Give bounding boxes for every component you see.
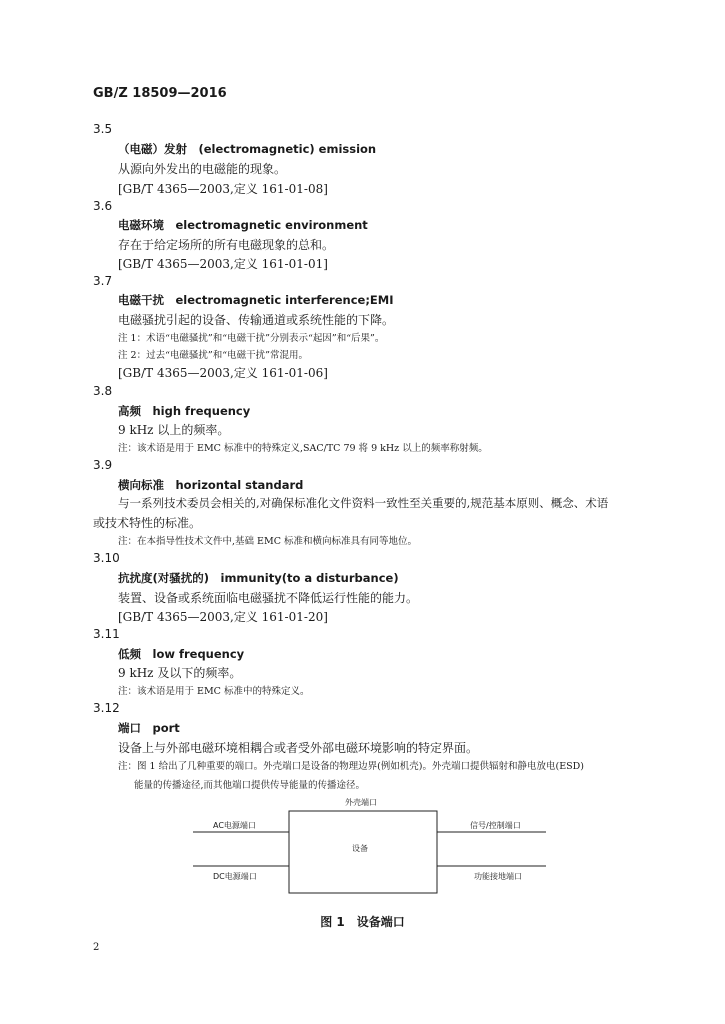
term-reference: [GB/T 4365—2003,定义 161-01-20]: [118, 610, 328, 624]
device-label: 设备: [352, 844, 368, 853]
clause-number: 3.11: [93, 627, 120, 641]
term-note: 注：在本指导性技术文件中,基础 EMC 标准和横向标准具有同等地位。: [118, 536, 417, 547]
clause-number: 3.8: [93, 384, 113, 398]
term-definition: 装置、设备或系统面临电磁骚扰不降低运行性能的能力。: [118, 591, 419, 605]
clause-number: 3.10: [93, 551, 120, 565]
clause-number: 3.9: [93, 458, 113, 472]
term-note: 注：图 1 给出了几种重要的端口。外壳端口是设备的物理边界(例如机壳)。外壳端口提供辐射和静电放电(ESD): [118, 761, 584, 772]
term-title: 电磁干扰 electromagnetic interference;EMI: [118, 293, 394, 307]
term-title: 抗扰度(对骚扰的) immunity(to a disturbance): [118, 571, 399, 585]
ac-port-label: AC电源端口: [213, 821, 256, 830]
clause-number: 3.7: [93, 274, 113, 288]
figure-caption: 图 1 设备端口: [320, 915, 405, 929]
earth-port-label: 功能接地端口: [474, 872, 522, 881]
term-title: 电磁环境 electromagnetic environment: [118, 218, 368, 232]
term-definition-continued: 或技术特性的标准。: [93, 516, 202, 530]
term-note: 注 2：过去“电磁骚扰”和“电磁干扰”常混用。: [118, 350, 308, 361]
term-reference: [GB/T 4365—2003,定义 161-01-01]: [118, 257, 328, 271]
term-definition: 与一系列技术委员会相关的,对确保标准化文件资料一致性至关重要的,规范基本原则、概念、术语: [118, 496, 609, 510]
term-title: 横向标准 horizontal standard: [118, 478, 304, 492]
clause-number: 3.12: [93, 701, 120, 715]
document-id: GB/Z 18509—2016: [93, 86, 227, 101]
term-definition: 9 kHz 及以下的频率。: [118, 666, 242, 680]
signal-port-label: 信号/控制端口: [470, 821, 521, 830]
enclosure-port-label: 外壳端口: [345, 798, 377, 807]
term-note: 注：该术语是用于 EMC 标准中的特殊定义。: [118, 686, 310, 697]
term-note: 注：该术语是用于 EMC 标准中的特殊定义,SAC/TC 79 将 9 kHz 以上的频率称射频。: [118, 443, 488, 454]
clause-number: 3.6: [93, 199, 113, 213]
term-definition: 设备上与外部电磁环境相耦合或者受外部电磁环境影响的特定界面。: [118, 741, 479, 755]
term-title: 低频 low frequency: [118, 647, 245, 661]
term-title: 端口 port: [118, 721, 180, 735]
term-reference: [GB/T 4365—2003,定义 161-01-08]: [118, 182, 328, 196]
term-definition: 电磁骚扰引起的设备、传输通道或系统性能的下降。: [118, 313, 395, 327]
page-number: 2: [93, 942, 100, 953]
term-definition: 9 kHz 以上的频率。: [118, 423, 230, 437]
term-title: 高频 high frequency: [118, 404, 251, 418]
term-reference: [GB/T 4365—2003,定义 161-01-06]: [118, 366, 328, 380]
term-definition: 存在于给定场所的所有电磁现象的总和。: [118, 238, 335, 252]
dc-port-label: DC电源端口: [213, 872, 257, 881]
term-definition: 从源向外发出的电磁能的现象。: [118, 162, 287, 176]
term-title: （电磁）发射 (electromagnetic) emission: [118, 142, 377, 156]
term-note: 注 1：术语“电磁骚扰”和“电磁干扰”分别表示“起因”和“后果”。: [118, 333, 385, 344]
term-note-continued: 能量的传播途径,而其他端口提供传导能量的传播途径。: [134, 780, 366, 791]
clause-number: 3.5: [93, 122, 113, 136]
